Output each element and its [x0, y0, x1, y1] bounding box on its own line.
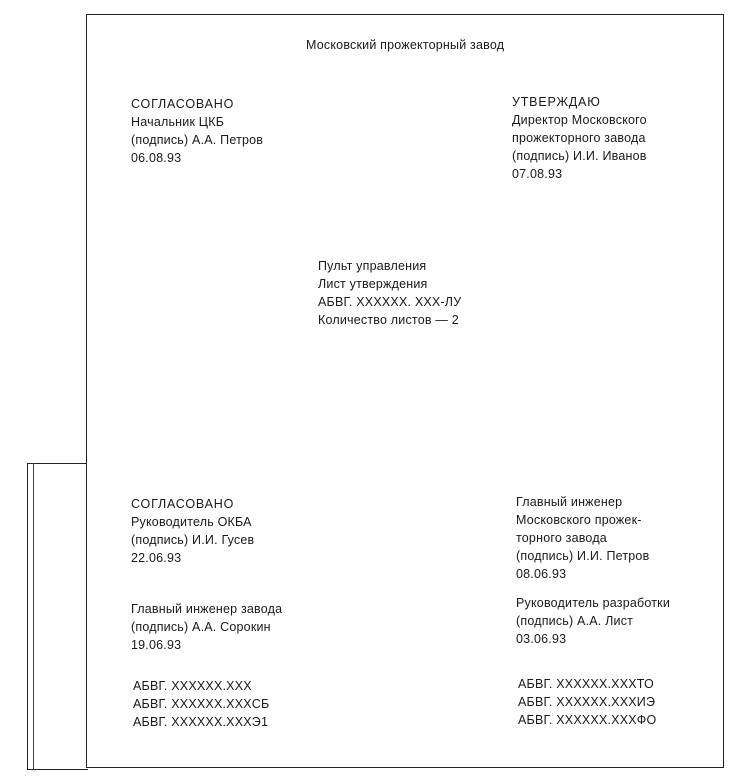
agreed-bottom-block	[131, 495, 254, 567]
chief-engineer-moscow-signature: (подпись) И.И. Петров	[516, 549, 650, 563]
agreed-top-signature: (подпись) А.А. Петров	[131, 133, 264, 147]
code-item: АБВГ. XXXXXX.XXX	[133, 679, 252, 693]
code-item: АБВГ. XXXXXX.XXXИЭ	[518, 695, 656, 709]
chief-engineer-plant-position: Главный инженер завода	[131, 602, 283, 616]
chief-engineer-plant-date: 19.06.93	[131, 638, 182, 652]
document-designation: АБВГ. XXXXXX. XXX-ЛУ	[318, 295, 462, 309]
chief-engineer-plant-block	[131, 600, 282, 654]
chief-engineer-plant-signature: (подпись) А.А. Сорокин	[131, 620, 271, 634]
approved-position-line2: прожекторного завода	[512, 131, 646, 145]
approved-position-line1: Директор Московского	[512, 113, 647, 127]
sheet-count: Количество листов — 2	[318, 313, 459, 327]
dev-lead-block	[516, 594, 670, 648]
binding-margin-line	[33, 463, 34, 770]
agreed-top-position: Начальник ЦКБ	[131, 115, 225, 129]
approved-heading: УТВЕРЖДАЮ	[512, 95, 601, 109]
agreed-top-date: 06.08.93	[131, 151, 182, 165]
document-type: Лист утверждения	[318, 277, 428, 291]
chief-engineer-moscow-position-line3: торного завода	[516, 531, 607, 545]
chief-engineer-moscow-position-line2: Московского прожек-	[516, 513, 642, 527]
chief-engineer-moscow-position-line1: Главный инженер	[516, 495, 623, 509]
agreed-bottom-signature: (подпись) И.И. Гусев	[131, 533, 255, 547]
agreed-top-block	[131, 95, 263, 167]
organization-header	[306, 36, 504, 54]
title-block	[318, 257, 461, 329]
agreed-bottom-position: Руководитель ОКБА	[131, 515, 252, 529]
approved-date: 07.08.93	[512, 167, 563, 181]
dev-lead-signature: (подпись) А.А. Лист	[516, 614, 634, 628]
approved-block	[512, 93, 647, 183]
product-name: Пульт управления	[318, 259, 427, 273]
code-item: АБВГ. XXXXXX.XXXСБ	[133, 697, 270, 711]
code-item: АБВГ. XXXXXX.XXXФО	[518, 713, 657, 727]
dev-lead-position: Руководитель разработки	[516, 596, 671, 610]
codes-right-list	[518, 675, 656, 729]
chief-engineer-moscow-block	[516, 493, 649, 583]
codes-left-list	[133, 677, 269, 731]
organization-name: Московский прожекторный завод	[306, 38, 505, 52]
code-item: АБВГ. XXXXXX.XXXТО	[518, 677, 654, 691]
binding-margin-strip	[27, 463, 88, 770]
approved-signature: (подпись) И.И. Иванов	[512, 149, 647, 163]
chief-engineer-moscow-date: 08.06.93	[516, 567, 567, 581]
code-item: АБВГ. XXXXXX.XXXЭ1	[133, 715, 269, 729]
dev-lead-date: 03.06.93	[516, 632, 567, 646]
agreed-bottom-date: 22.06.93	[131, 551, 182, 565]
agreed-bottom-heading: СОГЛАСОВАНО	[131, 497, 235, 511]
agreed-top-heading: СОГЛАСОВАНО	[131, 97, 235, 111]
